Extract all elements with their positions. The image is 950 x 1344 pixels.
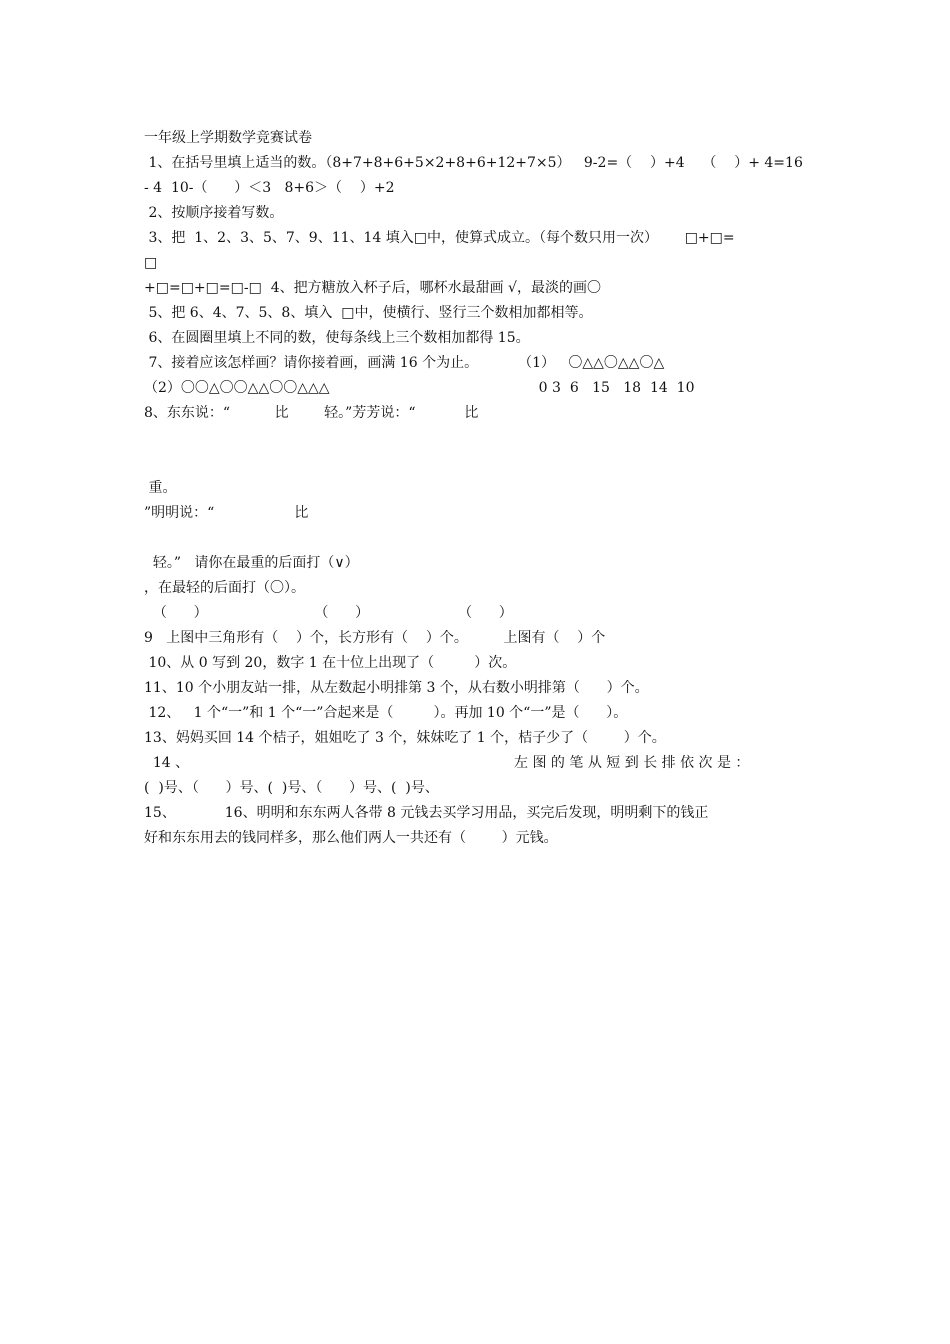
text-line: 9 上图中三角形有（ ）个，长方形有（ ）个。 上图有（ ）个 — [144, 630, 606, 646]
text-line: 14 、 左 图 的 笔 从 短 到 长 排 依 次 是 ： — [144, 755, 750, 771]
text-line: 5、把 6、4、7、5、8、填入 □中，使横行、竖行三个数相加都相等。 — [144, 305, 593, 321]
text-line: 好和东东用去的钱同样多，那么他们两人一共还有（ ）元钱。 — [144, 830, 558, 846]
text-line: 6、在圆圈里填上不同的数，使每条线上三个数相加都得 15。 — [144, 330, 530, 346]
text-line: （ ） （ ） （ ） — [144, 605, 513, 621]
document-title: 一年级上学期数学竞赛试卷 — [144, 130, 312, 146]
text-line: 12、 1 个“一”和 1 个“一”合起来是（ ）。再加 10 个“一”是（ ）。 — [144, 705, 628, 721]
text-line: （2）〇〇△〇〇△△〇〇△△△ 0 3 6 15 18 14 10 — [144, 380, 695, 396]
text-line: 15、 16、明明和东东两人各带 8 元钱去买学习用品，买完后发现，明明剩下的钱正 — [144, 805, 709, 821]
text-line: 11、10 个小朋友站一排，从左数起小明排第 3 个，从右数小明排第（ ）个。 — [144, 680, 649, 696]
text-line: +□=□+□=□-□ 4、把方糖放入杯子后，哪杯水最甜画 √，最淡的画〇 — [144, 280, 601, 296]
text-line: □ — [144, 255, 158, 271]
text-line: 1、在括号里填上适当的数。（8+7+8+6+5×2+8+6+12+7×5） 9-2=（ ）+4 （ ）+ 4=16 — [144, 155, 803, 171]
text-line: - 4 10-（ ）＜3 8+6＞（ ）+2 — [144, 180, 395, 196]
text-line: ”明明说：“ 比 — [144, 505, 309, 521]
text-line: 13、妈妈买回 14 个桔子，姐姐吃了 3 个，妹妹吃了 1 个，桔子少了（ ）个。 — [144, 730, 666, 746]
text-line: 3、把 1、2、3、5、7、9、11、14 填入□中，使算式成立。（每个数只用一次） □+□= — [144, 230, 735, 246]
text-line: 10、从 0 写到 20，数字 1 在十位上出现了（ ）次。 — [144, 655, 517, 671]
text-line: 2、按顺序接着写数。 — [144, 205, 284, 221]
text-line: 8、东东说：“ 比 轻。”芳芳说：“ 比 — [144, 405, 479, 421]
text-line: 重。 — [144, 480, 177, 496]
text-line: ( )号、（ ）号、( )号、（ ）号、( )号、 — [144, 780, 439, 796]
text-line: ，在最轻的后面打（〇）。 — [144, 580, 305, 596]
text-line: 7、接着应该怎样画？请你接着画，画满 16 个为止。 （1） 〇△△〇△△〇△ — [144, 355, 665, 371]
text-line: 轻。” 请你在最重的后面打（∨） — [144, 555, 359, 571]
